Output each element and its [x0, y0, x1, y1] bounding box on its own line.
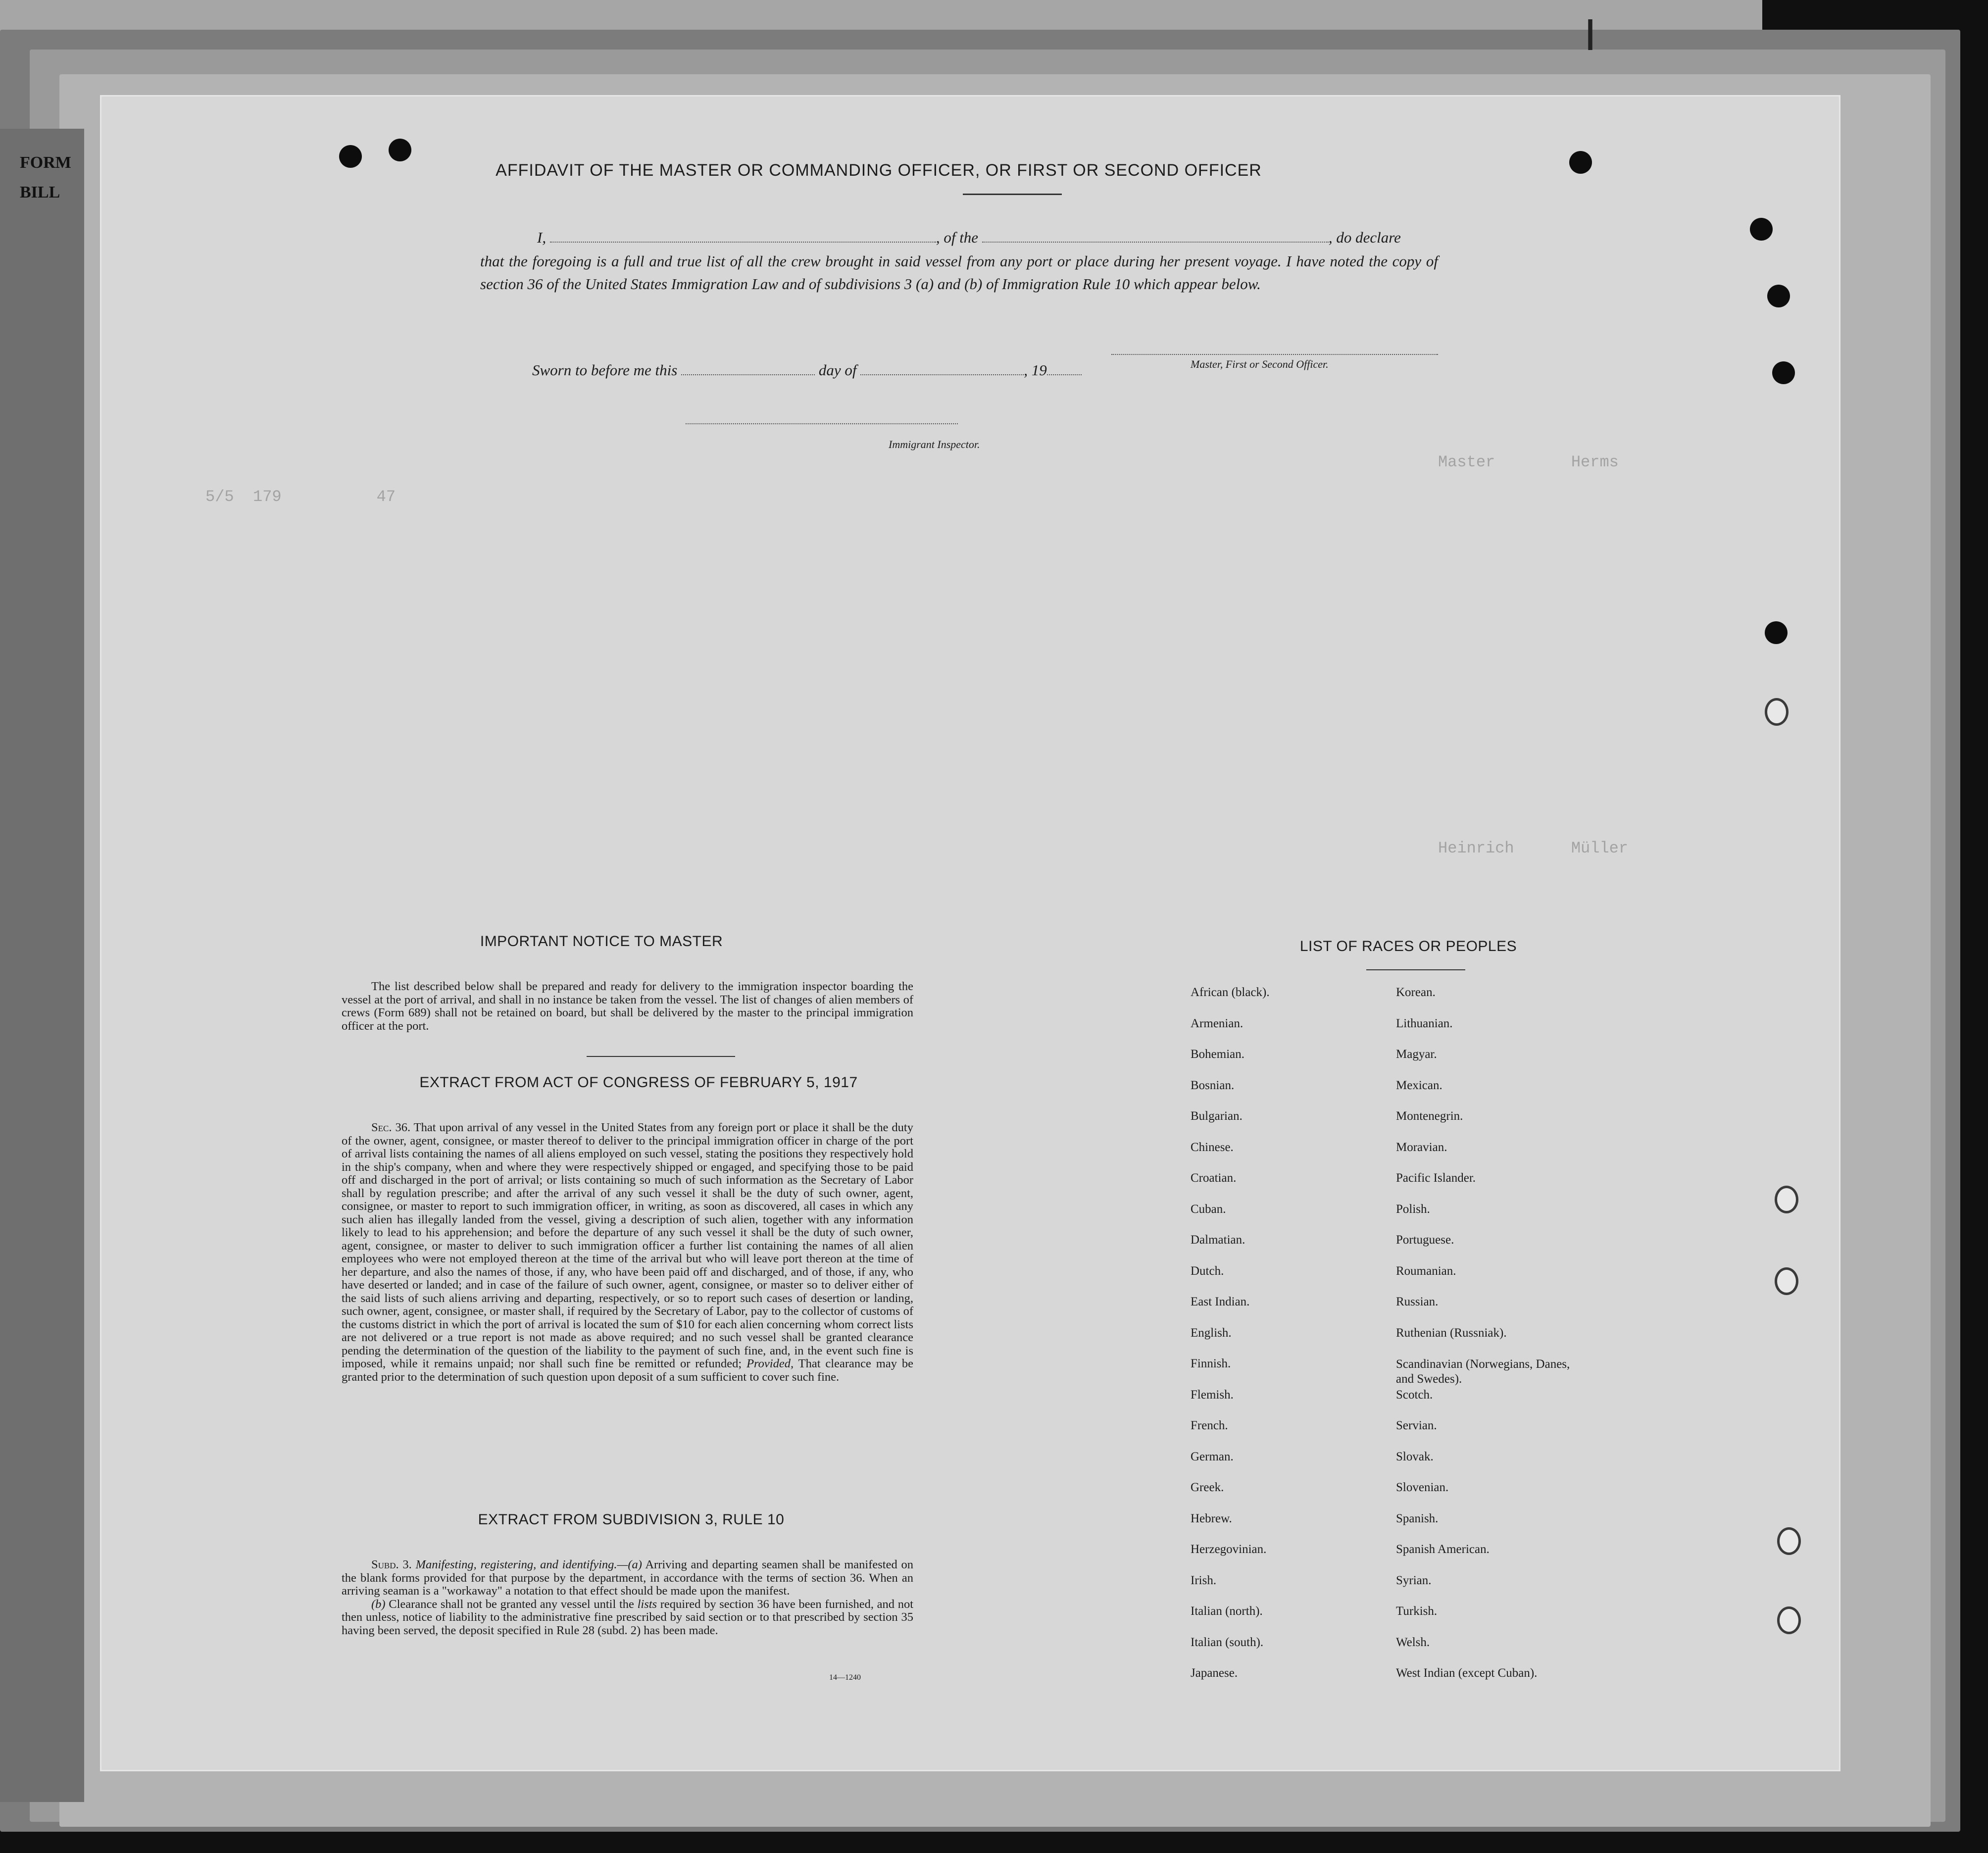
sworn-day-blank: [681, 374, 815, 375]
subd-text-lists: lists: [637, 1597, 657, 1611]
sworn-month-blank: [860, 374, 1024, 375]
race-item: Turkish.: [1396, 1604, 1438, 1618]
punch-hole: [1569, 151, 1592, 174]
punch-hole: [1772, 361, 1795, 384]
race-item: Roumanian.: [1396, 1264, 1456, 1278]
race-item: Croatian.: [1191, 1171, 1237, 1185]
race-item: Magyar.: [1396, 1048, 1437, 1061]
document-page: [101, 97, 1839, 1770]
race-item: East Indian.: [1191, 1295, 1250, 1308]
race-item: Russian.: [1396, 1295, 1439, 1308]
race-item: Slovak.: [1396, 1450, 1434, 1463]
race-item: Bosnian.: [1191, 1078, 1235, 1092]
race-item: Scandinavian (Norwegians, Danes, and Swedes).: [1396, 1357, 1570, 1386]
race-item: Portuguese.: [1396, 1233, 1454, 1247]
race-item: Greek.: [1191, 1481, 1224, 1494]
form-code: 14—1240: [829, 1673, 861, 1682]
race-item: Flemish.: [1191, 1388, 1234, 1402]
punch-hole: [389, 139, 411, 161]
bleed-through-text: 5/5 179 47: [205, 488, 396, 506]
race-item: Dutch.: [1191, 1264, 1224, 1278]
race-item: Bulgarian.: [1191, 1109, 1242, 1123]
punch-hole: [1765, 621, 1788, 644]
races-column-1: [1191, 986, 1398, 1698]
affidavit-of-the: , of the: [936, 229, 979, 246]
race-item: Dalmatian.: [1191, 1233, 1245, 1247]
title-rule: [963, 194, 1062, 195]
race-item: French.: [1191, 1419, 1228, 1432]
subd-title: Manifesting, registering, and identifying.—(a): [415, 1558, 642, 1571]
subd-text-b2: required by section 36 have been furnished, and not then unless, notice of liability to the administrative fine prescribed by said section or to that prescribed by section 35 having been served, the deposit specified in Rule 28 (subd. 2) has been made.: [342, 1597, 914, 1637]
proviso-label: Provided,: [746, 1357, 794, 1370]
affidavit-declare: , do declare: [1328, 229, 1401, 246]
punch-hole: [1750, 218, 1773, 241]
race-item: African (black).: [1191, 986, 1270, 999]
affidavit-title: AFFIDAVIT OF THE MASTER OR COMMANDING OFFICER, OR FIRST OR SECOND OFFICER: [496, 161, 1262, 180]
race-item: German.: [1191, 1450, 1234, 1463]
race-item: Spanish.: [1396, 1511, 1439, 1525]
race-item: Korean.: [1396, 986, 1436, 999]
races-heading: LIST OF RACES OR PEOPLES: [1299, 938, 1517, 954]
name-blank: [550, 242, 936, 243]
race-item: Pacific Islander.: [1396, 1171, 1476, 1185]
vessel-blank: [982, 242, 1329, 243]
sworn-text: Sworn to before me this: [532, 361, 678, 379]
race-item: English.: [1191, 1326, 1232, 1340]
binder-ring: [1777, 1527, 1801, 1555]
binder-ring: [1777, 1606, 1801, 1634]
inspector-label: Immigrant Inspector.: [889, 438, 980, 451]
bleed-through-text: Heinrich Müller: [1438, 839, 1629, 857]
race-item: Scotch.: [1396, 1388, 1433, 1402]
race-item: Irish.: [1191, 1573, 1217, 1587]
race-item: Syrian.: [1396, 1573, 1432, 1587]
race-item: Herzegovinian.: [1191, 1543, 1267, 1556]
race-item: Servian.: [1396, 1419, 1437, 1432]
race-item: Japanese.: [1191, 1666, 1238, 1680]
act-extract-text: [342, 1121, 913, 1384]
race-item: Cuban.: [1191, 1202, 1226, 1216]
subd-label: Subd. 3.: [371, 1558, 412, 1571]
race-item: Hebrew.: [1191, 1511, 1232, 1525]
binder-ring: [1775, 1267, 1798, 1295]
race-item: Finnish.: [1191, 1357, 1231, 1370]
races-column-2: [1396, 986, 1693, 1698]
act-extract-heading: EXTRACT FROM ACT OF CONGRESS OF FEBRUARY 5, 1917: [419, 1074, 858, 1091]
affidavit-i: I,: [537, 229, 547, 246]
notice-text: The list described below shall be prepared and ready for delivery to the immigration inspector boarding the vessel at the port of arrival, and shall in no instance be taken from the vessel. The list of changes of alien members of crews (Form 689) shall not be retained on board, but shall be delivered by the master to the principal immigration officer at the port.: [342, 980, 913, 1033]
bleed-through-text: Master Herms: [1438, 453, 1619, 471]
binder-ring: [1775, 1186, 1798, 1213]
race-item: Lithuanian.: [1396, 1016, 1453, 1030]
day-of-text: day of: [818, 361, 857, 379]
master-signature-label: Master, First or Second Officer.: [1191, 358, 1329, 370]
race-item: Polish.: [1396, 1202, 1430, 1216]
subd-text-b1: Clearance shall not be granted any vessel until the: [389, 1597, 634, 1611]
master-signature-line: [1111, 354, 1438, 355]
sec-label: Sec. 36.: [371, 1121, 411, 1134]
rule-extract-text: [342, 1558, 913, 1637]
races-rule: [1366, 969, 1465, 970]
punch-hole: [339, 145, 362, 168]
year-text: , 19: [1024, 361, 1047, 379]
sec-text: That upon arrival of any vessel in the United States from any foreign port or place it shall be the duty of the owner, agent, consignee, or master thereof to deliver to the principal immigration officer in charge of the port of arrival lists containing the names of all aliens employed on such vessel, stating the positions they respectively hold in the ship's company, when and where they were respectively shipped or engaged, and specifying those to be paid off and discharged in the port of arrival; or lists containing so much of such information as the Secretary of Labor shall by regulation prescribe; and after the arrival of any such vessel it shall be the duty of such owner, agent, consignee, or master to report to such immigration officer, in writing, as soon as discovered, all cases in which any such alien has illegally landed from the vessel, giving a description of such alien, together with any information likely to lead to his apprehension; and before the departure of any such vessel it shall be the duty of such owner, agent, consignee, or master to deliver to such immigration officer a further list containing the names of all alien employees who were not employed thereon at the time of the arrival but who will leave port thereon at the time of her departure, and also the names of those, if any, who have been paid off and discharged, and of those, if any, who have deserted or landed; and in case of the failure of such owner, agent, consignee, or master so to deliver either of the said lists of such aliens arriving and departing, respectively, or so to report such cases of desertion or landing, such owner, agent, consignee, or master shall, if required by the Secretary of Labor, pay to the collector of customs of the customs district in which the port of arrival is located the sum of $10 for each alien concerning whom correct lists are not delivered or a true report is not made as above required; and no such vessel shall be granted clearance pending the determination of the question of the liability to the payment of such fine, and, in the event such fine is imposed, while it remains unpaid; nor shall such fine be remitted or refunded;: [342, 1121, 913, 1370]
race-item: Chinese.: [1191, 1140, 1234, 1154]
notice-heading: IMPORTANT NOTICE TO MASTER: [480, 933, 723, 950]
punch-hole: [1767, 285, 1790, 307]
race-item: Italian (north).: [1191, 1604, 1263, 1618]
proviso-text: That clearance may be granted prior to the determination of such question upon deposit of a sum sufficient to cover such fine.: [342, 1357, 914, 1384]
race-item: Welsh.: [1396, 1635, 1430, 1649]
subd-text-a: Arriving and departing seamen shall be manifested on the blank forms provided for that purpose by the department, in accordance with the terms of section 36. When an arriving seaman is a "workaway" a notation to that effect should be made upon the manifest.: [342, 1558, 914, 1598]
race-item: Slovenian.: [1396, 1481, 1449, 1494]
race-item: Bohemian.: [1191, 1048, 1245, 1061]
edge-tab-label: FORM: [20, 153, 71, 172]
race-item: Italian (south).: [1191, 1635, 1264, 1649]
inspector-signature-line: [686, 423, 958, 424]
left-edge-strip: [0, 129, 84, 1802]
race-item: Armenian.: [1191, 1016, 1243, 1030]
binder-ring: [1765, 698, 1789, 726]
affidavit-body: that the foregoing is a full and true list of all the crew brought in said vessel from any port or place during her present voyage. I have noted the copy of section 36 of the United States Immigration Law and of subdivisions 3 (a) and (b) of Immigration Rule 10 which appear below.: [480, 252, 1438, 293]
race-item: West Indian (except Cuban).: [1396, 1666, 1538, 1680]
corner-mark: I: [1584, 10, 1597, 60]
subd-b-label: (b): [371, 1597, 386, 1611]
race-item: Mexican.: [1396, 1078, 1442, 1092]
rule-extract-heading: EXTRACT FROM SUBDIVISION 3, RULE 10: [478, 1511, 785, 1528]
edge-tab-label: BILL: [20, 183, 60, 201]
affidavit-first-line: [537, 226, 1557, 249]
sworn-line: [532, 359, 1176, 382]
section-rule: [587, 1056, 735, 1057]
year-blank: [1047, 374, 1082, 375]
race-item: Ruthenian (Russniak).: [1396, 1326, 1507, 1340]
race-item: Moravian.: [1396, 1140, 1447, 1154]
race-item: Spanish American.: [1396, 1543, 1490, 1556]
race-item: Montenegrin.: [1396, 1109, 1463, 1123]
